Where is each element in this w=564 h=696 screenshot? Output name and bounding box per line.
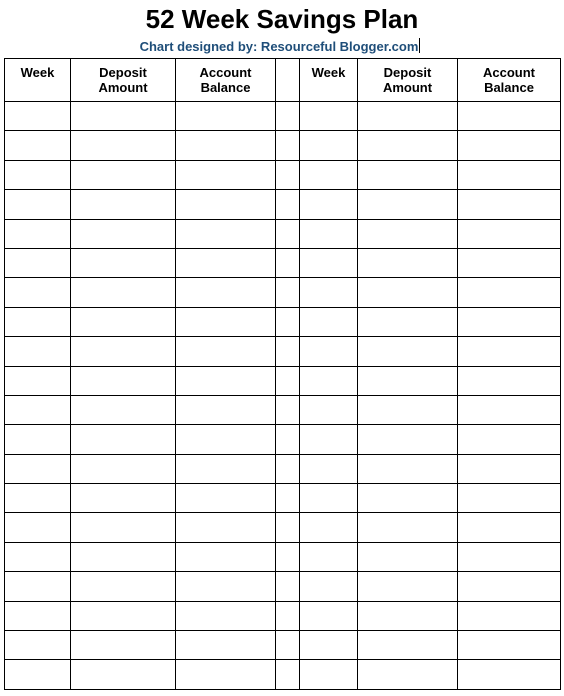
week-cell-right[interactable]: [300, 366, 358, 395]
deposit-cell-left[interactable]: [71, 660, 176, 689]
spacer-cell: [276, 454, 300, 483]
week-cell-right[interactable]: [300, 454, 358, 483]
week-cell-left[interactable]: [5, 513, 71, 542]
header-text: Balance: [200, 80, 251, 95]
week-cell-right[interactable]: [300, 425, 358, 454]
balance-cell-right[interactable]: [458, 307, 561, 336]
balance-cell-left[interactable]: [176, 660, 276, 689]
spacer-cell: [276, 631, 300, 660]
balance-cell-right[interactable]: [458, 337, 561, 366]
week-cell-left[interactable]: [5, 278, 71, 307]
balance-cell-right[interactable]: [458, 190, 561, 219]
spacer-cell: [276, 278, 300, 307]
deposit-cell-right[interactable]: [358, 102, 458, 131]
week-cell-left[interactable]: [5, 572, 71, 601]
balance-cell-left[interactable]: [176, 601, 276, 630]
balance-cell-right[interactable]: [458, 454, 561, 483]
balance-cell-left[interactable]: [176, 337, 276, 366]
chart-credit: [0, 38, 560, 56]
table-row: [5, 425, 561, 454]
balance-cell-left[interactable]: [176, 454, 276, 483]
week-cell-right[interactable]: [300, 278, 358, 307]
week-cell-left[interactable]: [5, 337, 71, 366]
deposit-cell-left[interactable]: [71, 160, 176, 189]
savings-table: [4, 58, 561, 690]
deposit-cell-right[interactable]: [358, 337, 458, 366]
table-row: [5, 366, 561, 395]
deposit-cell-left[interactable]: [71, 248, 176, 277]
balance-cell-left[interactable]: [176, 131, 276, 160]
header-deposit-amount-right: [358, 59, 458, 102]
balance-cell-right[interactable]: [458, 660, 561, 689]
spacer-cell: [276, 190, 300, 219]
header-text: Deposit: [99, 65, 147, 80]
table-row: [5, 601, 561, 630]
deposit-cell-left[interactable]: [71, 219, 176, 248]
balance-cell-left[interactable]: [176, 307, 276, 336]
table-row: [5, 395, 561, 424]
balance-cell-right[interactable]: [458, 102, 561, 131]
table-row: [5, 660, 561, 689]
balance-cell-right[interactable]: [458, 131, 561, 160]
table-row: [5, 278, 561, 307]
week-cell-left[interactable]: [5, 160, 71, 189]
table-header-row: [5, 59, 561, 102]
header-text: Balance: [484, 80, 534, 95]
header-text: Account: [483, 65, 535, 80]
spacer-cell: [276, 131, 300, 160]
header-text: Week: [311, 65, 346, 80]
table-row: [5, 248, 561, 277]
deposit-cell-right[interactable]: [358, 307, 458, 336]
week-cell-right[interactable]: [300, 102, 358, 131]
deposit-cell-left[interactable]: [71, 278, 176, 307]
week-cell-left[interactable]: [5, 248, 71, 277]
balance-cell-right[interactable]: [458, 395, 561, 424]
header-spacer: [276, 59, 300, 102]
week-cell-left[interactable]: [5, 660, 71, 689]
deposit-cell-right[interactable]: [358, 601, 458, 630]
spacer-cell: [276, 102, 300, 131]
balance-cell-right[interactable]: [458, 572, 561, 601]
deposit-cell-right[interactable]: [358, 542, 458, 571]
table-row: [5, 484, 561, 513]
spacer-cell: [276, 160, 300, 189]
table-row: [5, 190, 561, 219]
header-deposit-amount-left: [71, 59, 176, 102]
week-cell-right[interactable]: [300, 160, 358, 189]
deposit-cell-right[interactable]: [358, 631, 458, 660]
spacer-cell: [276, 572, 300, 601]
header-text: Amount: [382, 80, 433, 95]
week-cell-left[interactable]: [5, 131, 71, 160]
table-row: [5, 131, 561, 160]
balance-cell-left[interactable]: [176, 219, 276, 248]
deposit-cell-left[interactable]: [71, 572, 176, 601]
week-cell-right[interactable]: [300, 131, 358, 160]
balance-cell-left[interactable]: [176, 395, 276, 424]
deposit-cell-left[interactable]: [71, 395, 176, 424]
deposit-cell-left[interactable]: [71, 366, 176, 395]
week-cell-left[interactable]: [5, 484, 71, 513]
deposit-cell-left[interactable]: [71, 513, 176, 542]
deposit-cell-left[interactable]: [71, 454, 176, 483]
balance-cell-left[interactable]: [176, 160, 276, 189]
week-cell-right[interactable]: [300, 484, 358, 513]
spacer-cell: [276, 513, 300, 542]
balance-cell-right[interactable]: [458, 601, 561, 630]
week-cell-right[interactable]: [300, 337, 358, 366]
week-cell-right[interactable]: [300, 307, 358, 336]
page-title: 52 Week Savings Plan: [145, 4, 419, 34]
balance-cell-right[interactable]: [458, 219, 561, 248]
text-cursor: [419, 38, 420, 53]
deposit-cell-right[interactable]: [358, 278, 458, 307]
week-cell-left[interactable]: [5, 219, 71, 248]
week-cell-left[interactable]: [5, 425, 71, 454]
week-cell-right[interactable]: [300, 601, 358, 630]
deposit-cell-right[interactable]: [358, 131, 458, 160]
table-row: [5, 631, 561, 660]
balance-cell-right[interactable]: [458, 278, 561, 307]
header-account-balance-left: [176, 59, 276, 102]
chart-credit-text: Chart designed by: Resourceful Blogger.com: [139, 39, 419, 54]
balance-cell-left[interactable]: [176, 278, 276, 307]
week-cell-left[interactable]: [5, 102, 71, 131]
deposit-cell-right[interactable]: [358, 395, 458, 424]
balance-cell-left[interactable]: [176, 484, 276, 513]
week-cell-right[interactable]: [300, 190, 358, 219]
table-row: [5, 542, 561, 571]
balance-cell-left[interactable]: [176, 631, 276, 660]
balance-cell-left[interactable]: [176, 366, 276, 395]
deposit-cell-right[interactable]: [358, 248, 458, 277]
spacer-cell: [276, 219, 300, 248]
balance-cell-left[interactable]: [176, 572, 276, 601]
deposit-cell-left[interactable]: [71, 631, 176, 660]
table-row: [5, 219, 561, 248]
balance-cell-right[interactable]: [458, 248, 561, 277]
deposit-cell-right[interactable]: [358, 572, 458, 601]
balance-cell-left[interactable]: [176, 190, 276, 219]
header-text: Amount: [98, 80, 148, 95]
deposit-cell-left[interactable]: [71, 190, 176, 219]
header-week-left: [5, 59, 71, 102]
deposit-cell-left[interactable]: [71, 484, 176, 513]
header-text: Deposit: [383, 65, 432, 80]
spacer-cell: [276, 542, 300, 571]
deposit-cell-left[interactable]: [71, 601, 176, 630]
week-cell-right[interactable]: [300, 219, 358, 248]
spacer-cell: [276, 660, 300, 689]
week-cell-left[interactable]: [5, 307, 71, 336]
deposit-cell-left[interactable]: [71, 102, 176, 131]
week-cell-left[interactable]: [5, 366, 71, 395]
week-cell-right[interactable]: [300, 513, 358, 542]
balance-cell-right[interactable]: [458, 513, 561, 542]
spacer-cell: [276, 248, 300, 277]
week-cell-right[interactable]: [300, 631, 358, 660]
spacer-cell: [276, 366, 300, 395]
balance-cell-right[interactable]: [458, 631, 561, 660]
spacer-cell: [276, 601, 300, 630]
balance-cell-left[interactable]: [176, 248, 276, 277]
week-cell-left[interactable]: [5, 395, 71, 424]
table-row: [5, 337, 561, 366]
week-cell-right[interactable]: [300, 660, 358, 689]
deposit-cell-right[interactable]: [358, 484, 458, 513]
balance-cell-left[interactable]: [176, 102, 276, 131]
table-body: [5, 102, 561, 690]
deposit-cell-right[interactable]: [358, 660, 458, 689]
week-cell-right[interactable]: [300, 542, 358, 571]
balance-cell-left[interactable]: [176, 513, 276, 542]
week-cell-right[interactable]: [300, 248, 358, 277]
deposit-cell-right[interactable]: [358, 513, 458, 542]
deposit-cell-right[interactable]: [358, 190, 458, 219]
header-text: Week: [20, 65, 55, 80]
table-row: [5, 513, 561, 542]
spacer-cell: [276, 425, 300, 454]
week-cell-left[interactable]: [5, 601, 71, 630]
week-cell-left[interactable]: [5, 542, 71, 571]
week-cell-left[interactable]: [5, 454, 71, 483]
deposit-cell-right[interactable]: [358, 425, 458, 454]
spacer-cell: [276, 307, 300, 336]
balance-cell-right[interactable]: [458, 484, 561, 513]
week-cell-left[interactable]: [5, 631, 71, 660]
table-row: [5, 160, 561, 189]
table-row: [5, 454, 561, 483]
balance-cell-right[interactable]: [458, 160, 561, 189]
deposit-cell-left[interactable]: [71, 542, 176, 571]
deposit-cell-right[interactable]: [358, 366, 458, 395]
week-cell-left[interactable]: [5, 190, 71, 219]
spacer-cell: [276, 484, 300, 513]
balance-cell-left[interactable]: [176, 542, 276, 571]
table-row: [5, 102, 561, 131]
spacer-cell: [276, 337, 300, 366]
table-row: [5, 307, 561, 336]
spacer-cell: [276, 395, 300, 424]
header-account-balance-right: [458, 59, 561, 102]
week-cell-right[interactable]: [300, 572, 358, 601]
deposit-cell-left[interactable]: [71, 307, 176, 336]
balance-cell-right[interactable]: [458, 542, 561, 571]
table-row: [5, 572, 561, 601]
balance-cell-right[interactable]: [458, 425, 561, 454]
deposit-cell-right[interactable]: [358, 219, 458, 248]
deposit-cell-left[interactable]: [71, 425, 176, 454]
week-cell-right[interactable]: [300, 395, 358, 424]
deposit-cell-left[interactable]: [71, 131, 176, 160]
header-text: Account: [199, 65, 252, 80]
balance-cell-right[interactable]: [458, 366, 561, 395]
deposit-cell-right[interactable]: [358, 454, 458, 483]
header-week-right: [300, 59, 358, 102]
deposit-cell-right[interactable]: [358, 160, 458, 189]
balance-cell-left[interactable]: [176, 425, 276, 454]
deposit-cell-left[interactable]: [71, 337, 176, 366]
